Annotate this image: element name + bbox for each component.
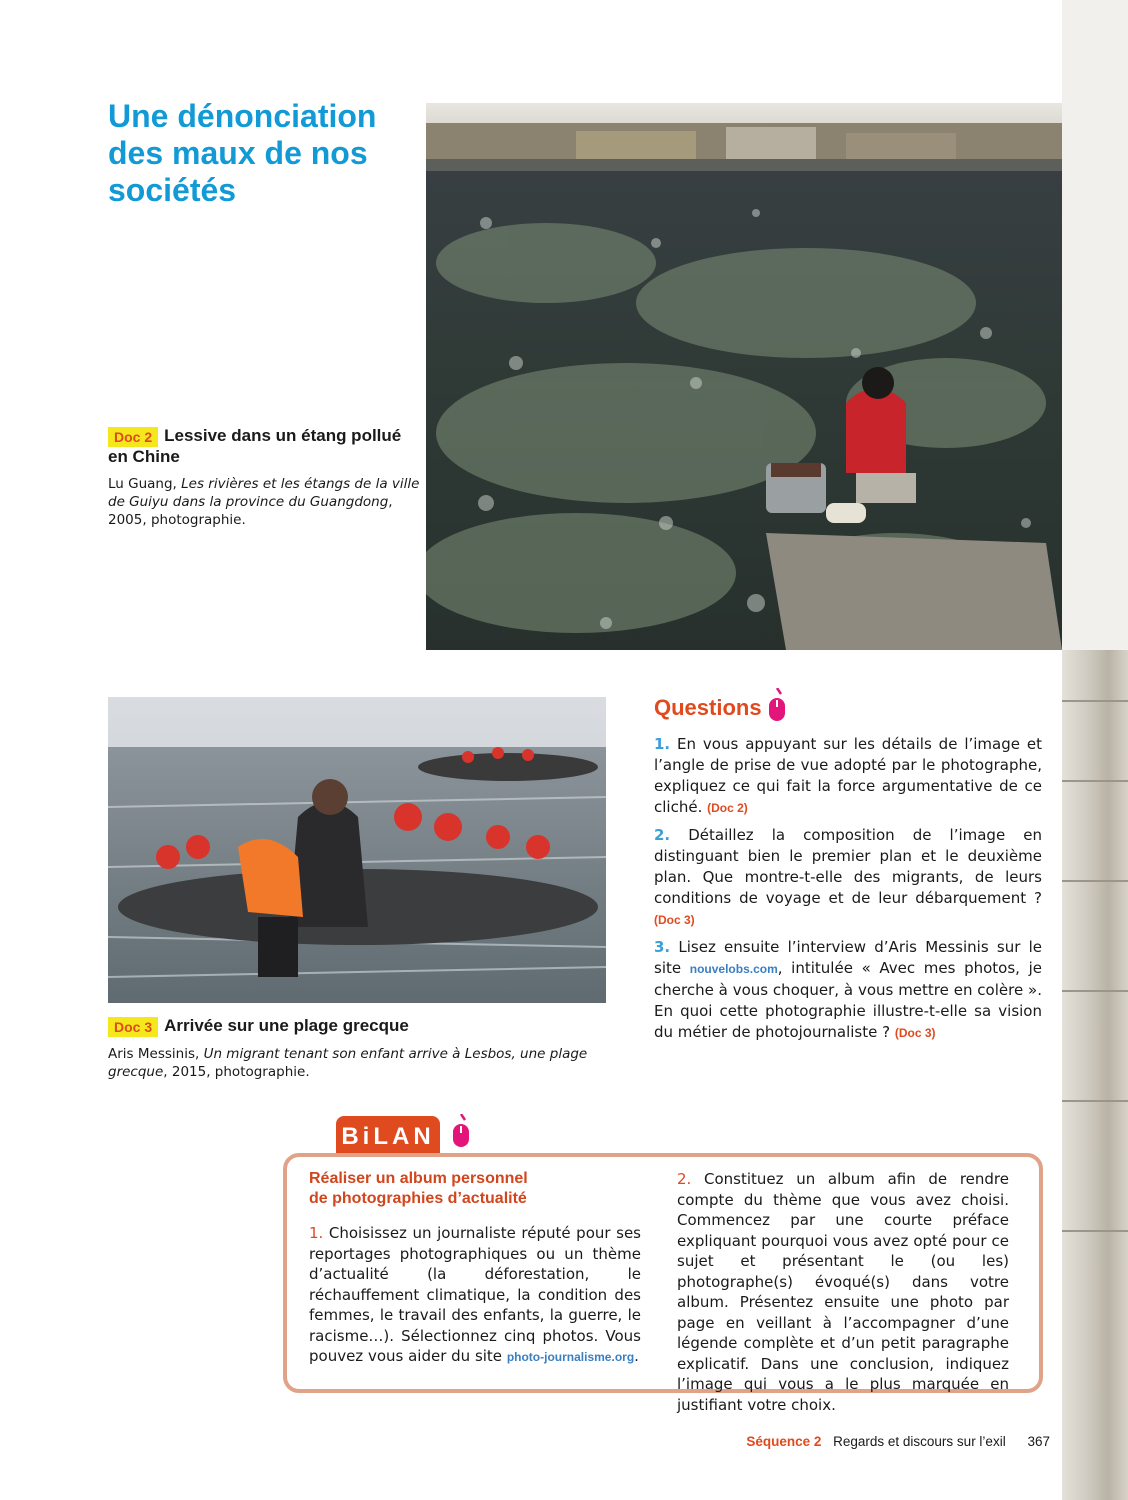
doc3-author: Aris Messinis,	[108, 1045, 200, 1062]
footer-sequence: Séquence 2	[746, 1434, 822, 1449]
bilan-mouse-icon[interactable]	[452, 1114, 470, 1152]
question-3-text-before: Lisez ensuite l’interview d’Aris Messinis sur le site	[654, 938, 1042, 977]
bilan-step-2-text: Constituez un album afin de rendre compte du thème que vous avez choisi. Commencez par une courte préface expliquant pourquoi vous avez opté pour ce sujet et présentant le (ou les) photographe(s) évoqué(s) dans votre album. Présentez ensuite une photo par page en veillant à l’accompagner d’une légende complète et d’un petit paragraphe explicatif. Dans une conclusion, indiquez l’image qui vous a le plus marquée en justifiant votre choix.	[677, 1170, 1009, 1414]
bilan-step-1-end: .	[634, 1347, 639, 1365]
doc2-heading: Lessive dans un étang pollué en Chine	[108, 426, 402, 466]
question-3-ref: (Doc 3)	[894, 1026, 936, 1040]
question-1-ref: (Doc 2)	[707, 801, 748, 815]
questions-section	[654, 688, 1042, 1044]
doc3-caption	[108, 1045, 608, 1081]
bilan-step-1	[309, 1223, 641, 1368]
question-1-text: En vous appuyant sur les détails de l’image et l’angle de prise de vue adopté par le photographe, expliquez ce qui fait la force argumentative de ce cliché.	[654, 735, 1042, 816]
doc2-author: Lu Guang,	[108, 475, 177, 492]
doc3-caption-block	[108, 1016, 608, 1081]
bilan-left-column	[309, 1169, 641, 1368]
bilan-box	[283, 1153, 1043, 1414]
bilan-step-1-text: Choisissez un journaliste réputé pour ses reportages photographiques ou un thème d’actualité (la déforestation, le réchauffement climatique, la condition des femmes, le travail des enfants, la guerre, le racisme…). Sélectionnez cinq photos. Vous pouvez vous aider du site	[309, 1224, 641, 1365]
page-number: 367	[1027, 1434, 1050, 1449]
question-2-ref: (Doc 3)	[654, 913, 695, 927]
bilan-label: BiLAN	[336, 1116, 440, 1156]
question-2-number: 2.	[654, 826, 671, 844]
doc3-work: Un migrant tenant son enfant arrive à Lesbos, une plage grecque	[108, 1045, 588, 1080]
question-1	[654, 734, 1042, 819]
page-footer	[746, 1434, 1050, 1449]
page-title: Une dénonciation des maux de nos sociétés	[108, 98, 377, 208]
question-3	[654, 937, 1042, 1044]
question-1-number: 1.	[654, 735, 671, 753]
doc3-photo	[108, 697, 606, 1003]
doc2-tag: Doc 2	[108, 427, 158, 447]
question-3-number: 3.	[654, 938, 671, 956]
bilan-right-column	[677, 1169, 1009, 1415]
footer-title: Regards et discours sur l’exil	[833, 1434, 1006, 1449]
doc2-caption-block	[108, 426, 424, 529]
bilan-subtitle-line1: Réaliser un album personnel	[309, 1170, 528, 1187]
bilan-subtitle-line2: de photographies d’actualité	[309, 1190, 527, 1207]
doc2-photo	[426, 103, 1062, 650]
bilan-step-2	[677, 1169, 1009, 1415]
page-edge-decoration	[1062, 0, 1128, 1500]
nouvelobs-link[interactable]: nouvelobs.com	[689, 962, 778, 976]
bilan-step-1-number: 1.	[309, 1224, 324, 1242]
doc2-work: Les rivières et les étangs de la ville de Guiyu dans la province du Guangdong	[108, 475, 420, 510]
question-2-text: Détaillez la composition de l’image en distinguant bien le premier plan et le deuxième plan. Que montre-t-elle des migrants, de leurs conditions de voyage et de leur débarquement ?	[654, 826, 1042, 907]
question-3-text-after: , intitulée « Avec mes photos, je cherche à vous choquer, à vous mettre en colère ». En quoi cette photographie illustre-t-elle sa vision du métier de photojournaliste ?	[654, 959, 1042, 1041]
mouse-icon[interactable]	[768, 688, 786, 728]
bilan-subtitle	[309, 1169, 641, 1209]
question-2	[654, 825, 1042, 931]
photo-journalisme-link[interactable]: photo-journalisme.org	[506, 1350, 635, 1364]
bilan-step-2-number: 2.	[677, 1170, 692, 1188]
doc3-heading: Arrivée sur une plage grecque	[164, 1016, 409, 1035]
doc2-details: , 2005, photographie.	[108, 493, 393, 528]
doc2-caption	[108, 475, 424, 529]
doc3-details: , 2015, photographie.	[163, 1063, 310, 1080]
doc3-tag: Doc 3	[108, 1017, 158, 1037]
questions-title: Questions	[654, 695, 762, 720]
